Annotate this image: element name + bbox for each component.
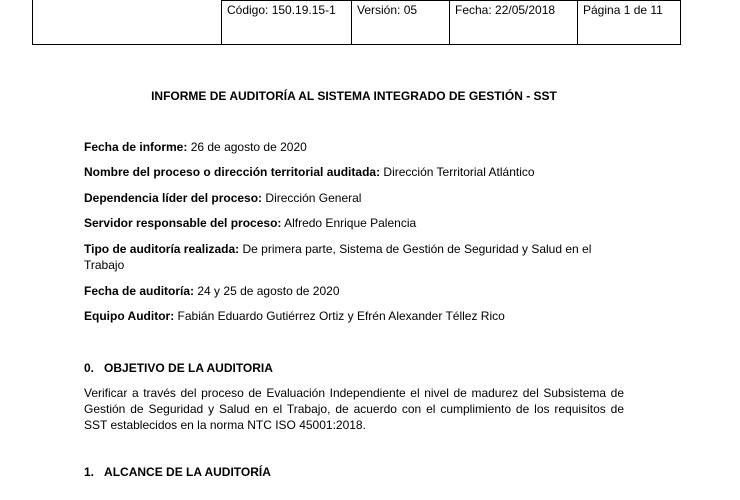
section-heading: ALCANCE DE LA AUDITORÍA	[104, 465, 271, 479]
field-value: De primera parte, Sistema de Gestión de Seguridad y Salud en el Trabajo	[84, 242, 592, 272]
section-number: 1.	[84, 465, 95, 479]
field-equipo-auditor	[84, 308, 624, 324]
logo-cell	[33, 0, 222, 45]
field-label: Tipo de auditoría realizada:	[84, 242, 240, 256]
field-value: Dirección Territorial Atlántico	[383, 165, 535, 179]
field-tipo-auditoria	[84, 241, 624, 273]
field-label: Dependencia líder del proceso:	[84, 191, 263, 205]
header-title-cell	[222, 0, 681, 1]
header-pagina: Página 1 de 11	[578, 1, 681, 45]
field-servidor	[84, 215, 624, 231]
field-value: Alfredo Enrique Palencia	[284, 216, 417, 230]
header-fecha: Fecha: 22/05/2018	[450, 1, 578, 45]
document-header-table	[32, 0, 681, 45]
header-version: Versión: 05	[352, 1, 450, 45]
section-body-objetivo: Verificar a través del proceso de Evaluación Independiente el nivel de madurez del Subsistema de Gestión de Seguridad y Salud en el Trabajo, de acuerdo con el cumplimiento de los requisitos de SST establecidos en la norma NTC ISO 45001:2018.	[84, 386, 624, 432]
field-value: Fabián Eduardo Gutiérrez Ortiz y Efrén Alexander Téllez Rico	[177, 309, 505, 323]
field-label: Nombre del proceso o dirección territorial auditada:	[84, 165, 381, 179]
field-nombre-proceso	[84, 164, 624, 180]
field-fecha-auditoria	[84, 283, 624, 299]
header-codigo: Código: 150.19.15-1	[222, 1, 352, 45]
field-value: Dirección General	[265, 191, 362, 205]
field-label: Equipo Auditor:	[84, 309, 175, 323]
report-title: INFORME DE AUDITORÍA AL SISTEMA INTEGRADO DE GESTIÓN - SST	[151, 89, 557, 103]
field-fecha-informe	[84, 139, 624, 155]
field-dependencia	[84, 190, 624, 206]
field-label: Fecha de informe:	[84, 140, 188, 154]
section-heading-alcance	[84, 464, 624, 480]
section-heading-objetivo	[84, 360, 624, 376]
field-label: Servidor responsable del proceso:	[84, 216, 282, 230]
field-label: Fecha de auditoría:	[84, 284, 195, 298]
section-number: 0.	[84, 361, 95, 375]
field-value: 24 y 25 de agosto de 2020	[197, 284, 340, 298]
section-heading: OBJETIVO DE LA AUDITORIA	[104, 361, 273, 375]
field-value: 26 de agosto de 2020	[190, 140, 307, 154]
